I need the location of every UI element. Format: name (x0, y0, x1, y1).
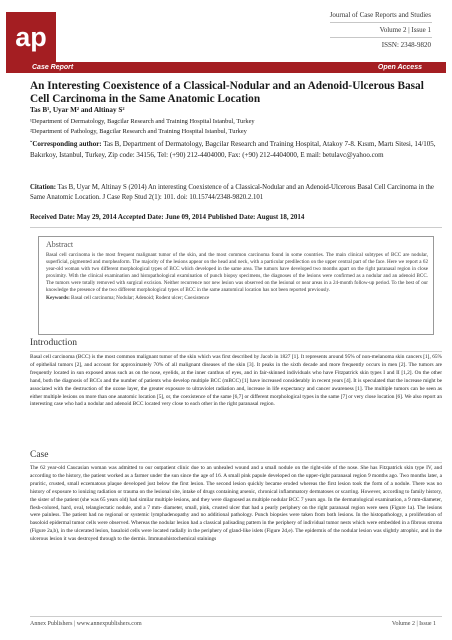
corresponding-label: ˇCorresponding author: (30, 140, 102, 148)
abstract-text: Basal cell carcinoma is the most frequent malignant tumor of the skin, and the most common carcinoma found in some countries. The main clinical subtypes of BCC are nodular, superficial, pigmented and morpheaform. The majority of the lesions appear on the head and neck, with a particular predilection on the upper central part of the face. Here we report a 62 year-old woman with two different morphological types of BCC which developed in the same area. The tumors have developed two months apart on the right paranasal region in close proximity. With the clinical examination and histopathological examination of punch biopsy specimens, the diagnoses of the lesions were confirmed as a nodular and an adenoid BCC. The tumors were totally removed with surgical excision. Neither recurrence nor new lesion was observed on the lesional or near areas in a 24-month follow-up period. To the best of our knowledge the presence of the two different morphological types of BCC in the same anatomical location has not been reported previously. (46, 252, 428, 294)
published-label: Published Date: (207, 213, 256, 221)
keywords-text: Basal cell carcinoma; Nodular; Adenoid; Rodent ulcer; Coexistence (69, 295, 210, 302)
keywords (46, 295, 428, 302)
corresponding-text: Tas B, Department of Dermatology, Bagcilar Research and Training Hospital, Atakoy 7-8. Kısım, Martı Sitesi, 14/105, Bakırkoy, Istanbul, Turkey, Zip code: 34156, Tel: (+90) 212-4404000, Fax: (+90) 212-4404000, E mail: betulavc@yahoo.com (30, 140, 436, 159)
footer-rule (30, 616, 442, 617)
article-type-banner (6, 62, 446, 73)
case-text: The 62 year-old Caucasian woman was admitted to our outpatient clinic due to an unhealed wound and a small nodule on the right-side of the nose. She has Fitzpatrick skin type IV, and according to the history, the patient worked as a farmer under the sun since the age of 16. A small pink papule developed on the upper-right paranasal region 9 months ago. Two months later, a pruritic, crusted, small eczematous plaque developed just below the first lesion. The second lesion quickly became eroded whereas the first lesion took the form of a nodule. There was no history of exposure to ionizing radiation or trauma on the lesional site, intake of drugs containing arsenic, chronical inflammatory dermatoses or scarring. However, according to family history, the sister of the patient (she was 65 years old) had similar multiple lesions, and they were diagnosed as multiple nodular BCC 7 years ago. In the dermatological examination, a 9 mm-diameter, flesh-colored, hard, oval, telangiectatic nodule, and a 7 mm- diameter, small, pink, crusted ulcer that had a pearly periphery on the right paranasal region were seen (Figure 1a). The lesions were painless. The patient had no regional or systemic lymphadenopathy and no additional pathology. Punch biopsies were taken from both lesions. In the histopathology, a proliferation of basoloid epidermal tumor cells were observed. Whereas the nodular lesion had a classical palisading pattern in the periphery of individual tumor nests which were embedded in a fibrous stroma (Figure 2a,b), in the ulcerated lesion, basaloid cells were located radially in the periphery of gland-like islets (Figure 2d,e). The epidermis of the nodular lesion was slightly atrophic, and in the ulcerous lesion it was destroyed through to the dermis. Immunohistochemical stainings (30, 465, 442, 543)
corresponding-author (30, 139, 440, 160)
citation-text: Tas B, Uyar M, Altinay S (2014) An interesting Coexistence of a Classical-Nodular and an Adenoid-Ulcerous Basal Cell Carcinoma in the Same Anatomic Location. J Case Rep Stud 2(1): 101. doi: 10.15744/2348-9820.2.101 (30, 184, 434, 201)
affiliation-1: ¹Department of Dermatology, Bagcilar Research and Training Hospital Istanbul, Turkey (30, 118, 255, 125)
citation (30, 183, 440, 203)
introduction-rule (30, 351, 442, 352)
open-access-label: Open Access (377, 64, 422, 71)
abstract-heading: Abstract (46, 240, 74, 249)
received-value: May 29, 2014 (74, 213, 118, 221)
article-dates (30, 213, 440, 221)
citation-label: Citation: (30, 184, 57, 191)
case-rule (30, 462, 442, 463)
received-label: Received Date: (30, 213, 75, 221)
accepted-value: June 09, 2014 (163, 213, 208, 221)
footer-publisher: Annex Publishers | www.annexpublishers.com (30, 621, 142, 627)
keywords-label: Keywords: (46, 295, 70, 302)
journal-info (330, 8, 432, 52)
footer-volume: Volume 2 | Issue 1 (391, 621, 436, 627)
accepted-label: Accepted Date: (117, 213, 164, 221)
page-footer (30, 621, 436, 627)
issn: ISSN: 2348-9820 (381, 41, 431, 49)
affiliation-2: ²Department of Pathology, Bagcilar Research and Training Hospital Istanbul, Turkey (30, 128, 247, 135)
abstract-box (38, 236, 434, 335)
affiliations (30, 117, 255, 137)
journal-name: Journal of Case Reports and Studies (330, 8, 432, 23)
introduction-heading: Introduction (30, 338, 77, 348)
introduction-text: Basal cell carcinoma (BCC) is the most common malignant tumor of the skin which was first described by Jacob in 1827 [1]. It represents around 95% of non-melanoma skin cancers [1], 65% of epithelial tumors [2], and account for approximately 70% of all malignant diseases of the skin [3]. It peaks in the sixth decade and more frequently occurs in men [2]. The tumors are frequently located in sun exposed areas such as on the nose, eyelids, at the inner canthus of eyes, and in fair-skinned individuals who have Fitzpatrick skin types I and II [1,2]. On the other hand, both the diagnosis of BCCs and the number of patients who develop multiple BCC (mBCC) [1] have increased considerably in recent years [4]. It is speculated that the increase might be associated with the destruction of the ozone layer, the greater exposure to ultraviolet radiation and, increase in life expectancy and cancer awareness [1]. The multiple tumors can be seen as either multiple lesions on more than one anatomic location [5], or, the coexistence of the same [6,7] or different morphological types in the same [7] or very close location [6]. We also report an interesting case who had a nodular and adenoid BCC located very close to each other in the right paranasal region. (30, 354, 442, 408)
case-heading: Case (30, 450, 49, 460)
published-value: August 18, 2014 (255, 213, 305, 221)
volume-issue: Volume 2 | Issue 1 (330, 23, 432, 38)
divider (30, 227, 442, 228)
article-title: An Interesting Coexistence of a Classical-Nodular and an Adenoid-Ulcerous Basal Cell Carcinoma in the Same Anatomic Location (30, 80, 424, 105)
case-report-label: Case Report (32, 64, 74, 71)
publisher-logo (6, 12, 56, 62)
authors: Tas B¹, Uyar M² and Altinay S² (30, 106, 125, 114)
logo-text: ap (15, 22, 47, 52)
